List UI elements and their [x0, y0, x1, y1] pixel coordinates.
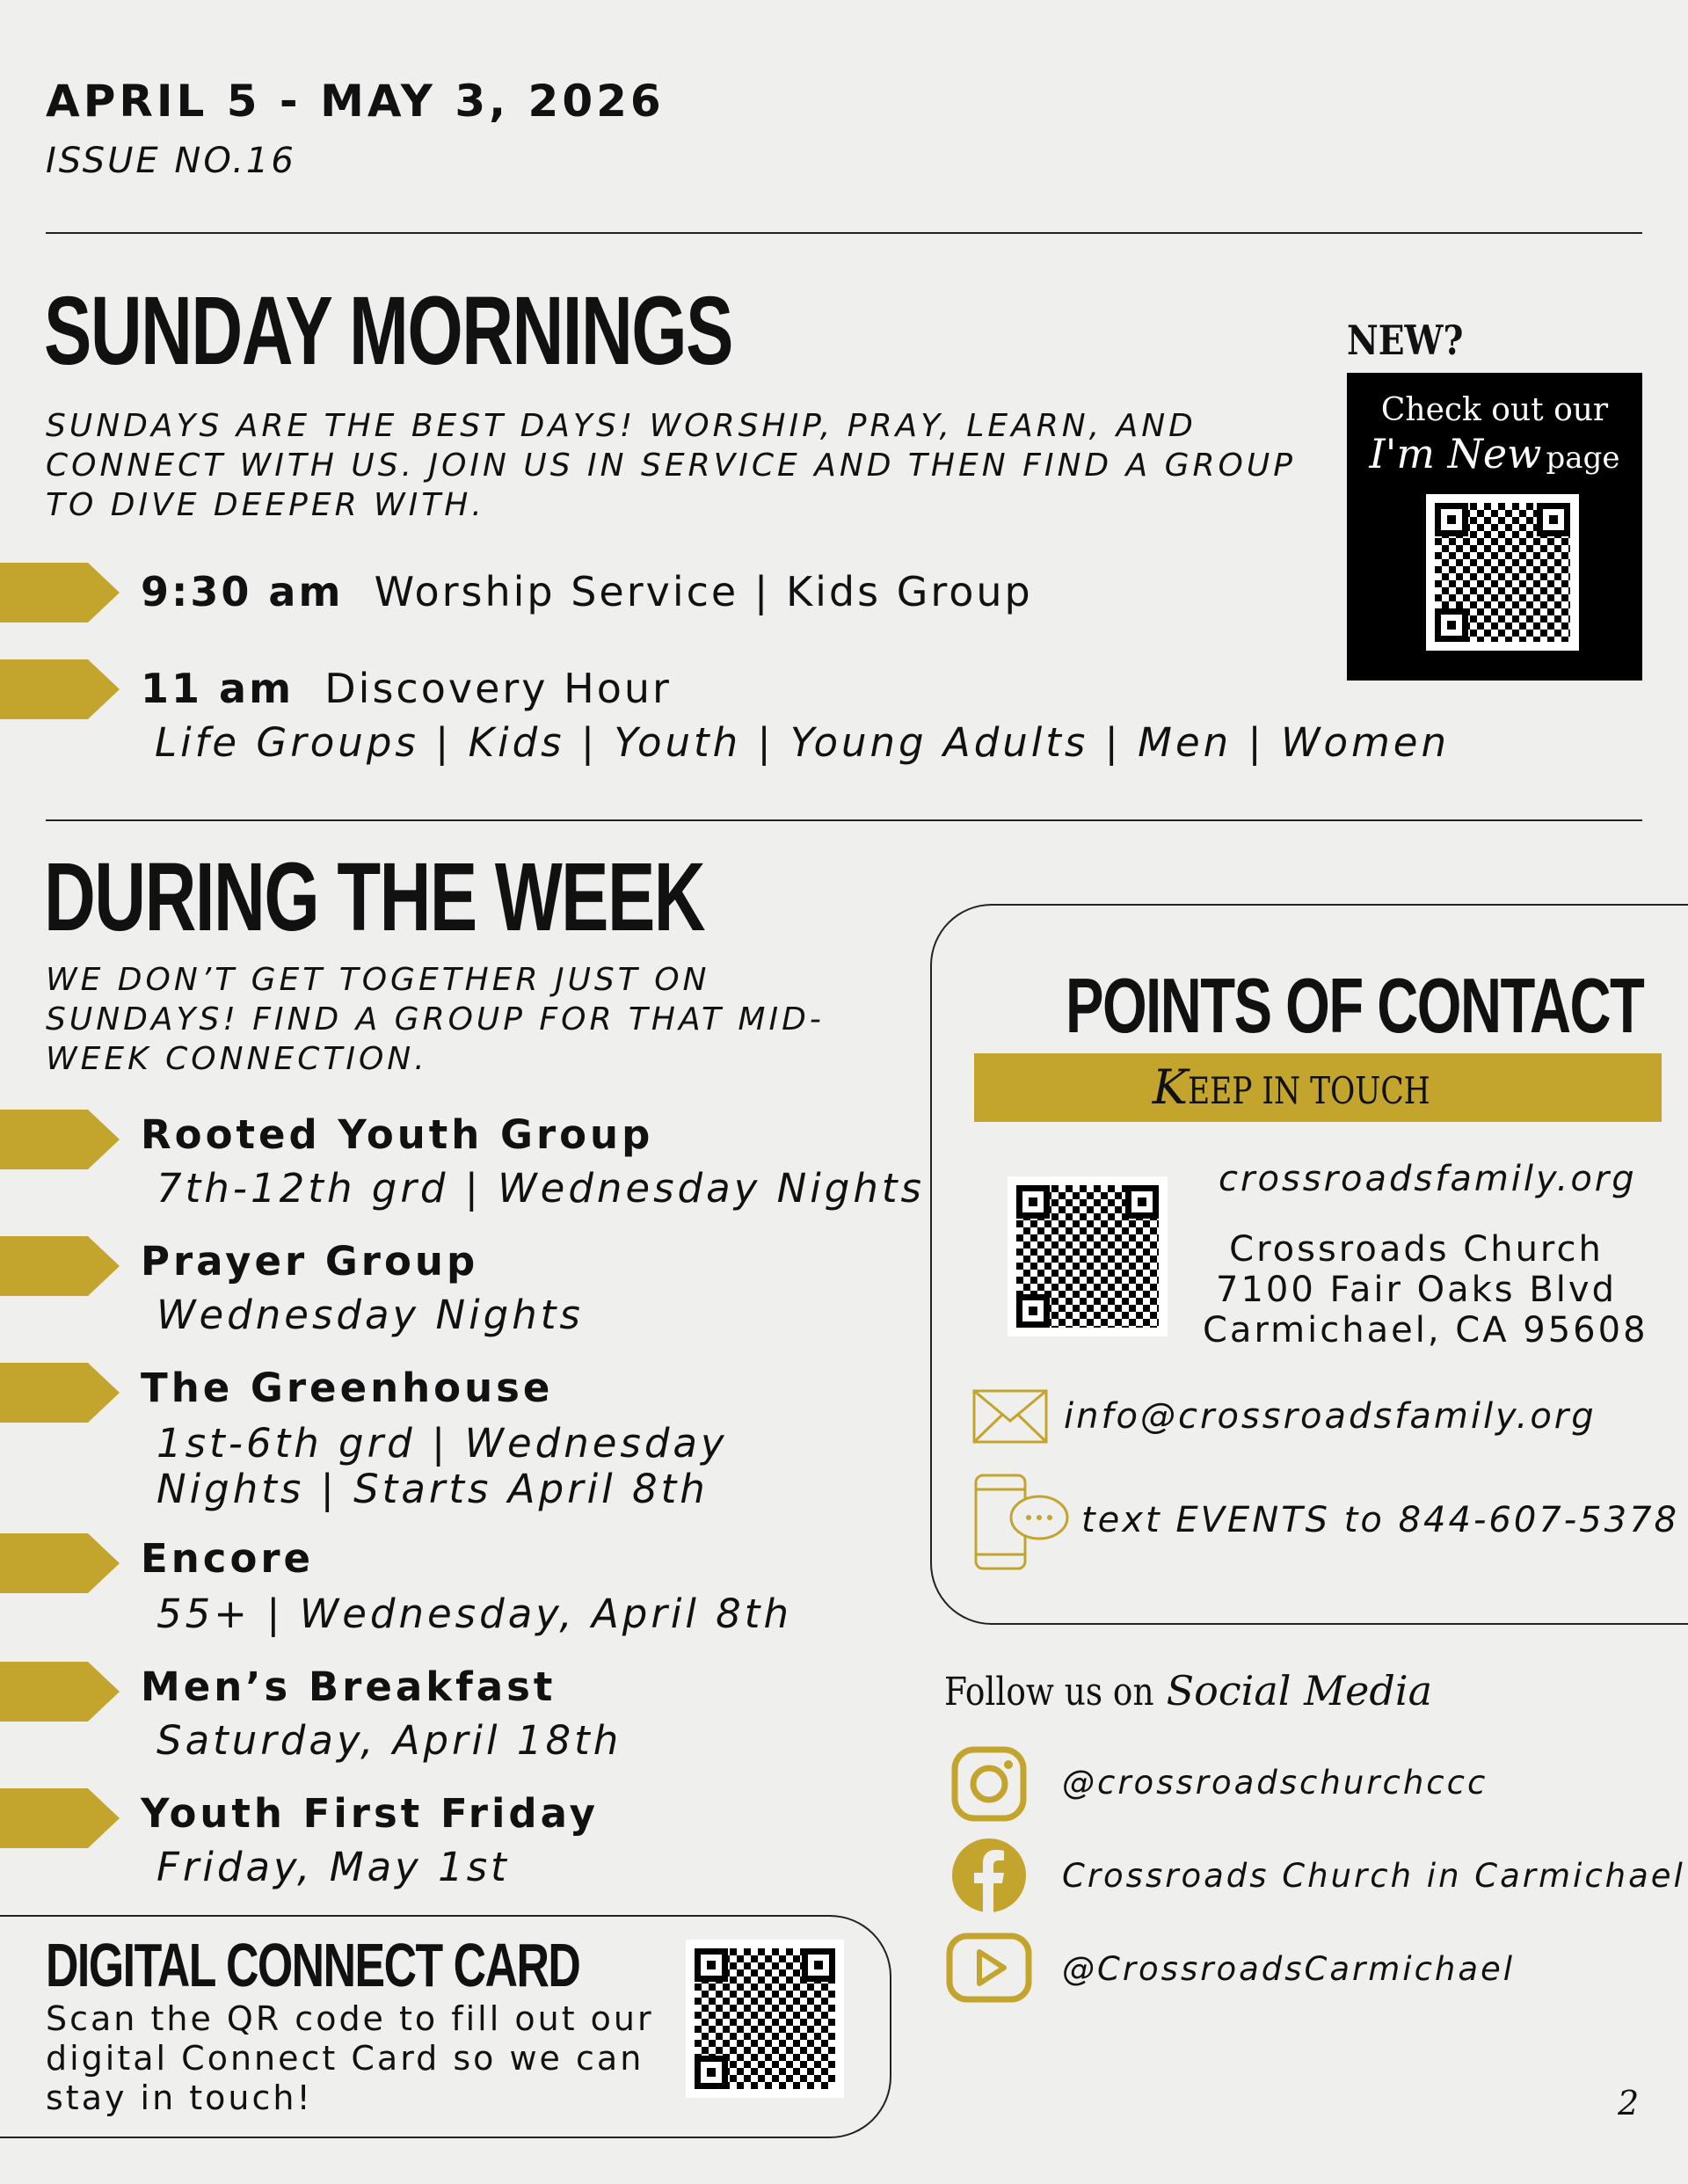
arrow-marker: [0, 1533, 120, 1593]
connect-card-title: DIGITAL CONNECT CARD: [46, 1931, 580, 1999]
sunday-item-worship: [141, 568, 1033, 615]
im-new-box[interactable]: [1347, 373, 1642, 681]
event-title: Youth First Friday: [141, 1790, 599, 1837]
youtube-handle[interactable]: @CrossroadsCarmichael: [1062, 1950, 1516, 1988]
social-heading: [944, 1667, 1432, 1714]
arrow-marker: [0, 659, 120, 719]
discovery-groups: Life Groups | Kids | Youth | Young Adults | Men | Women: [155, 719, 1451, 766]
arrow-marker: [0, 1788, 120, 1848]
sunday-time: 11 am: [141, 665, 295, 712]
website-link[interactable]: crossroadsfamily.org: [1219, 1159, 1637, 1199]
arrow-marker: [0, 1662, 120, 1722]
new-line1: Check out our: [1380, 392, 1609, 428]
event-detail: Saturday, April 18th: [156, 1717, 622, 1764]
social-heading-plain: Follow us on: [944, 1670, 1154, 1714]
page-number: 2: [1618, 2084, 1640, 2122]
event-detail: 55+ | Wednesday, April 8th: [156, 1591, 792, 1637]
event-detail: Nights | Starts April 8th: [156, 1466, 709, 1512]
phone-message-icon: [972, 1472, 1071, 1572]
banner-text: EEP IN TOUCH: [1188, 1069, 1430, 1112]
arrow-marker: [0, 1363, 120, 1423]
arrow-marker: [0, 1236, 120, 1296]
facebook-icon[interactable]: [951, 1838, 1027, 1913]
address-line-2: 7100 Fair Oaks Blvd: [1216, 1270, 1617, 1310]
arrow-marker: [0, 563, 120, 622]
date-range: APRIL 5 - MAY 3, 2026: [46, 76, 665, 127]
connect-card-body: Scan the QR code to fill out our digital Connect Card so we can stay in touch!: [46, 1999, 654, 2117]
divider: [46, 819, 1642, 821]
event-detail: Friday, May 1st: [156, 1844, 510, 1890]
sunday-intro: SUNDAYS ARE THE BEST DAYS! WORSHIP, PRAY, LEARN, AND CONNECT WITH US. JOIN US IN SERVICE AND THEN FIND A GROUP TO DIVE DEEPER WITH.: [46, 408, 1296, 523]
social-heading-script: Social Media: [1166, 1667, 1432, 1714]
contact-title: POINTS OF CONTACT: [1066, 962, 1644, 1049]
event-title: Encore: [141, 1535, 315, 1582]
arrow-marker: [0, 1110, 120, 1169]
sunday-item-discovery: [141, 665, 672, 712]
banner-initial: K: [1152, 1059, 1189, 1115]
event-title: Prayer Group: [141, 1238, 479, 1285]
connect-card-qr-code[interactable]: [686, 1940, 844, 2098]
youtube-icon[interactable]: [946, 1933, 1032, 2003]
mail-icon: [972, 1389, 1048, 1444]
facebook-page[interactable]: Crossroads Church in Carmichael: [1062, 1857, 1685, 1895]
event-detail: Wednesday Nights: [156, 1292, 584, 1338]
sunday-time: 9:30 am: [141, 568, 344, 615]
keep-in-touch-banner: [974, 1053, 1662, 1122]
website-qr-code[interactable]: [1008, 1176, 1168, 1336]
im-new-qr-code[interactable]: [1426, 494, 1579, 651]
address-line-3: Carmichael, CA 95608: [1203, 1310, 1648, 1350]
sunday-label: Worship Service | Kids Group: [374, 568, 1033, 615]
new-script: I'm New: [1369, 430, 1542, 477]
instagram-icon[interactable]: [951, 1746, 1027, 1822]
new-page: page: [1546, 440, 1620, 476]
address-line-1: Crossroads Church: [1229, 1229, 1604, 1270]
instagram-handle[interactable]: @crossroadschurchccc: [1062, 1764, 1488, 1802]
week-title: DURING THE WEEK: [44, 843, 705, 951]
sunday-label: Discovery Hour: [324, 665, 672, 712]
new-heading: NEW?: [1347, 317, 1464, 364]
event-detail: 7th-12th grd | Wednesday Nights: [156, 1165, 925, 1212]
event-title: The Greenhouse: [141, 1365, 554, 1411]
divider: [46, 232, 1642, 234]
sunday-title: SUNDAY MORNINGS: [44, 277, 732, 385]
event-detail: 1st-6th grd | Wednesday: [156, 1420, 728, 1467]
text-events-line: text EVENTS to 844-607-5378: [1081, 1500, 1679, 1540]
event-title: Men’s Breakfast: [141, 1663, 557, 1710]
issue-number: ISSUE NO.16: [46, 141, 296, 181]
email-link[interactable]: info@crossroadsfamily.org: [1064, 1396, 1597, 1437]
week-intro: WE DON’T GET TOGETHER JUST ON SUNDAYS! FIND A GROUP FOR THAT MID-WEEK CONNECTION.: [46, 962, 825, 1077]
event-title: Rooted Youth Group: [141, 1111, 654, 1158]
